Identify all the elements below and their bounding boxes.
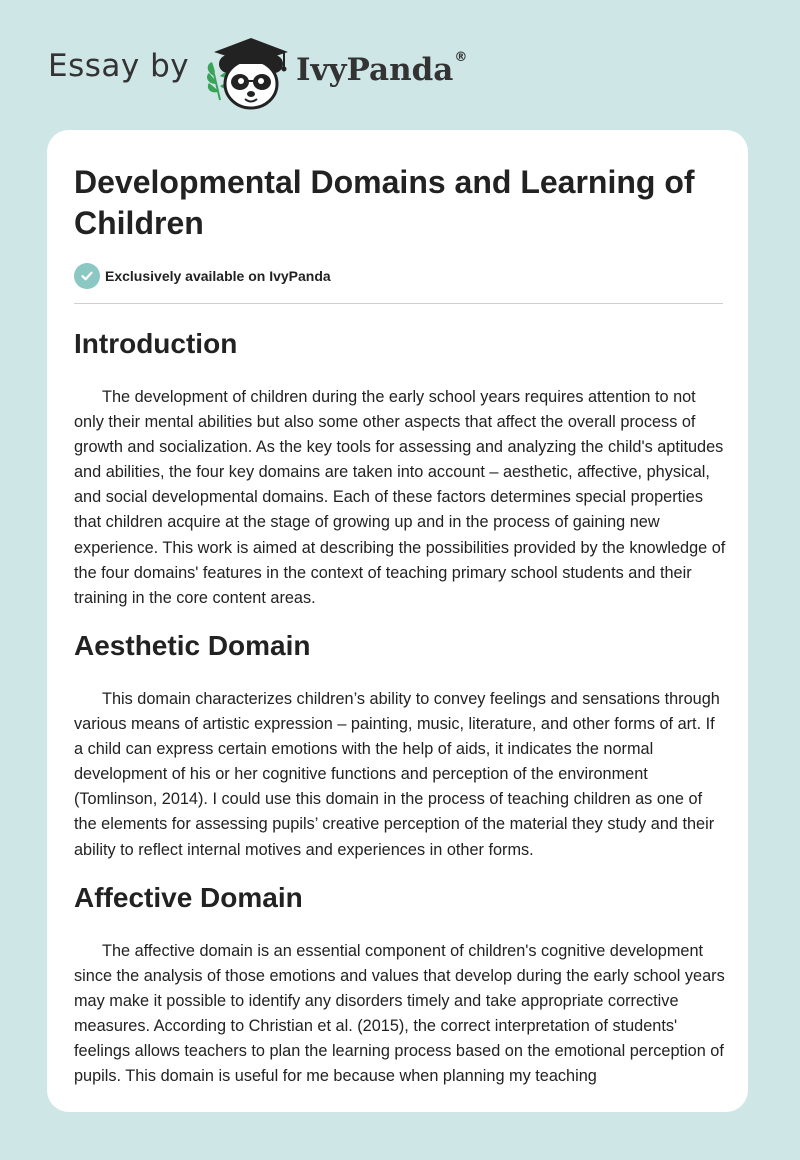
section-heading-introduction: Introduction [74,328,238,359]
site-header [0,0,800,130]
section-heading-aesthetic-domain: Aesthetic Domain [74,630,311,661]
brand-name[interactable]: IvyPanda® [296,49,468,88]
divider [74,303,723,304]
section-heading-affective-domain: Affective Domain [74,882,303,913]
page-title: Developmental Domains and Learning of Children [74,164,695,241]
section-text-affective-domain: The affective domain is an essential component of children's cognitive development since the analysis of those emotions and values that develop during the early school years may make it possible to identify any disorders timely and take appropriate corrective measures. According to Christian et al. (2015), the correct interpretation of students' feelings allows teachers to plan the learning process based on the emotional perception of pupils. This domain is useful for me because when planning my teaching [74,942,725,1086]
article-card [47,130,748,1112]
section-text-introduction: The development of children during the early school years requires attention to not only their mental abilities but also some other aspects that affect the overall process of growth and socialization. As the key tools for assessing and analyzing the child's aptitudes and abilities, the four key domains are taken into account – aesthetic, affective, physical, and social developmental domains. Each of these factors determines special properties that children acquire at the stage of growing up and in the process of gaining new experience. This work is aimed at describing the possibilities provided by the knowledge of the four domains' features in the context of teaching primary school students and their training in the core content areas. [74,388,726,607]
checkmark-icon [74,263,100,289]
registered-mark: ® [454,49,468,65]
exclusive-badge [74,263,331,289]
essay-by-label: Essay by [48,48,190,84]
section-text-aesthetic-domain: This domain characterizes children’s ability to convey feelings and sensations through various means of artistic expression – painting, music, literature, and other forms of art. If a child can express certain emotions with the help of aids, it indicates the normal development of his or her cognitive functions and perception of the environment (Tomlinson, 2014). I could use this domain in the process of teaching children as one of the elements for assessing pupils’ creative perception of the material they study and their ability to reflect internal motives and experiences in other forms. [74,690,720,859]
panda-graduate-logo-icon[interactable] [200,32,292,112]
exclusive-badge-label: Exclusively available on IvyPanda [105,268,331,284]
